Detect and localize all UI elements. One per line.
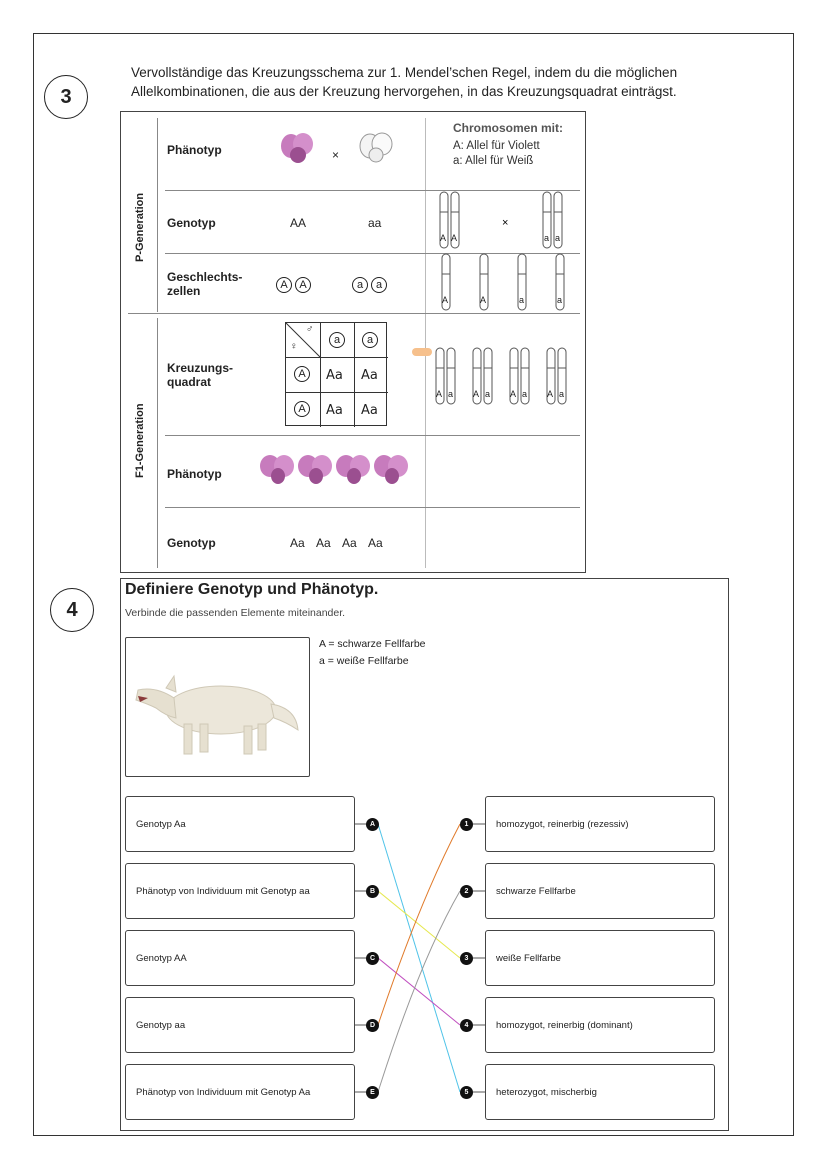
highlighter-mark — [412, 348, 432, 356]
grid-line — [286, 392, 388, 393]
divider — [157, 318, 158, 568]
chromosome-legend-line2: a: Allel für Weiß — [453, 155, 534, 167]
chromo-label: a — [522, 389, 528, 399]
left-item-e[interactable]: Phänotyp von Individuum mit Genotyp Aa — [125, 1064, 355, 1120]
punnett-cell: Aa — [361, 403, 378, 418]
chromo-label: a — [448, 389, 454, 399]
chromosome-legend-title: Chromosomen mit: — [453, 121, 564, 135]
f1-genotype: Aa — [342, 536, 357, 550]
grid-line — [286, 357, 388, 358]
left-item-c[interactable]: Genotyp AA — [125, 930, 355, 986]
left-item-d[interactable]: Genotyp aa — [125, 997, 355, 1053]
left-item-a[interactable]: Genotyp Aa — [125, 796, 355, 852]
connector-2[interactable]: 2 — [460, 885, 473, 898]
f1-violet-flowers-icon — [258, 452, 418, 488]
left-item-b[interactable]: Phänotyp von Individuum mit Genotyp aa — [125, 863, 355, 919]
connector-e[interactable]: E — [366, 1086, 379, 1099]
male-symbol: ♂ — [306, 324, 314, 335]
chromo-label: A — [451, 233, 458, 243]
f1-genotype: Aa — [316, 536, 331, 550]
white-flower-icon — [356, 130, 396, 166]
legend-white: a = weiße Fellfarbe — [319, 655, 409, 667]
task-number-3: 3 — [44, 75, 88, 119]
chromo-label: a — [559, 389, 565, 399]
right-item-1[interactable]: homozygot, reinerbig (rezessiv) — [485, 796, 715, 852]
connector-4[interactable]: 4 — [460, 1019, 473, 1032]
grid-line — [320, 323, 321, 427]
right-item-5[interactable]: heterozygot, mischerbig — [485, 1064, 715, 1120]
separator — [165, 507, 580, 508]
punnett-cell: Aa — [361, 368, 378, 383]
chromo-label: a — [485, 389, 491, 399]
punnett-top-allele: a — [329, 332, 345, 348]
p-genotype-violet: AA — [290, 216, 307, 230]
chromo-label: a — [544, 233, 550, 243]
p-genotype-white: aa — [368, 216, 382, 230]
chromo-label: A — [473, 389, 480, 399]
chromo-label: A — [436, 389, 443, 399]
punnett-top-allele: a — [362, 332, 378, 348]
legend-black: A = schwarze Fellfarbe — [319, 638, 426, 650]
chromo-label: a — [557, 295, 563, 305]
gametes-white — [352, 275, 390, 293]
connector-b[interactable]: B — [366, 885, 379, 898]
connector-a[interactable]: A — [366, 818, 379, 831]
right-item-4[interactable]: homozygot, reinerbig (dominant) — [485, 997, 715, 1053]
row-f1-genotyp: Genotyp — [167, 536, 216, 550]
f1-generation-label: F1-Generation — [134, 403, 146, 478]
chromo-label: A — [440, 233, 447, 243]
chromo-label: a — [519, 295, 525, 305]
connector-5[interactable]: 5 — [460, 1086, 473, 1099]
connector-3[interactable]: 3 — [460, 952, 473, 965]
row-genotyp: Genotyp — [167, 216, 216, 230]
chromo-label: A — [480, 295, 487, 305]
grid-line — [354, 323, 355, 427]
connector-c[interactable]: C — [366, 952, 379, 965]
punnett-left-allele: A — [294, 401, 310, 417]
row-f1-phaenotyp: Phänotyp — [167, 467, 222, 481]
right-item-2[interactable]: schwarze Fellfarbe — [485, 863, 715, 919]
punnett-cell: Aa — [326, 403, 343, 418]
wolf-image-frame — [125, 637, 310, 777]
row-phaenotyp: Phänotyp — [167, 143, 222, 157]
task-number-4: 4 — [50, 588, 94, 632]
task4-title: Definiere Genotyp und Phänotyp. — [125, 581, 379, 598]
svg-text:×: × — [502, 217, 509, 229]
connector-1[interactable]: 1 — [460, 818, 473, 831]
gamete: A — [276, 277, 292, 293]
p-generation-label: P-Generation — [134, 192, 146, 262]
chromo-label: A — [510, 389, 517, 399]
chromosome-diagrams — [430, 188, 580, 438]
task4-subtitle: Verbinde die passenden Elemente miteinander. — [125, 607, 346, 619]
divider — [157, 118, 158, 312]
row-geschlechtszellen: Geschlechts- zellen — [167, 270, 243, 298]
gamete: a — [371, 277, 387, 293]
right-item-3[interactable]: weiße Fellfarbe — [485, 930, 715, 986]
f1-genotype: Aa — [368, 536, 383, 550]
violet-flower-icon — [278, 130, 318, 166]
chromo-label: a — [555, 233, 561, 243]
task3-instruction: Vervollständige das Kreuzungsschema zur 1. Mendel’schen Regel, indem du die möglichen Allelkombinationen, die aus der Kreuzung hervorgehen, in das Kreuzungsquadrat einträgst. — [131, 65, 678, 99]
f1-genotype: Aa — [290, 536, 305, 550]
chromo-label: A — [547, 389, 554, 399]
chromosome-legend-line1: A: Allel für Violett — [453, 140, 540, 152]
punnett-left-allele: A — [294, 366, 310, 382]
female-symbol: ♀ — [290, 341, 298, 352]
gametes-violet — [276, 275, 314, 293]
punnett-square — [285, 322, 387, 426]
connector-d[interactable]: D — [366, 1019, 379, 1032]
chromo-label: A — [442, 295, 449, 305]
cross-symbol: × — [332, 148, 340, 162]
row-kreuzungsquadrat: Kreuzungs- quadrat — [167, 361, 233, 389]
gamete: A — [295, 277, 311, 293]
punnett-cell: Aa — [326, 368, 343, 383]
gamete: a — [352, 277, 368, 293]
white-wolf-icon — [126, 638, 309, 776]
divider — [425, 118, 426, 568]
